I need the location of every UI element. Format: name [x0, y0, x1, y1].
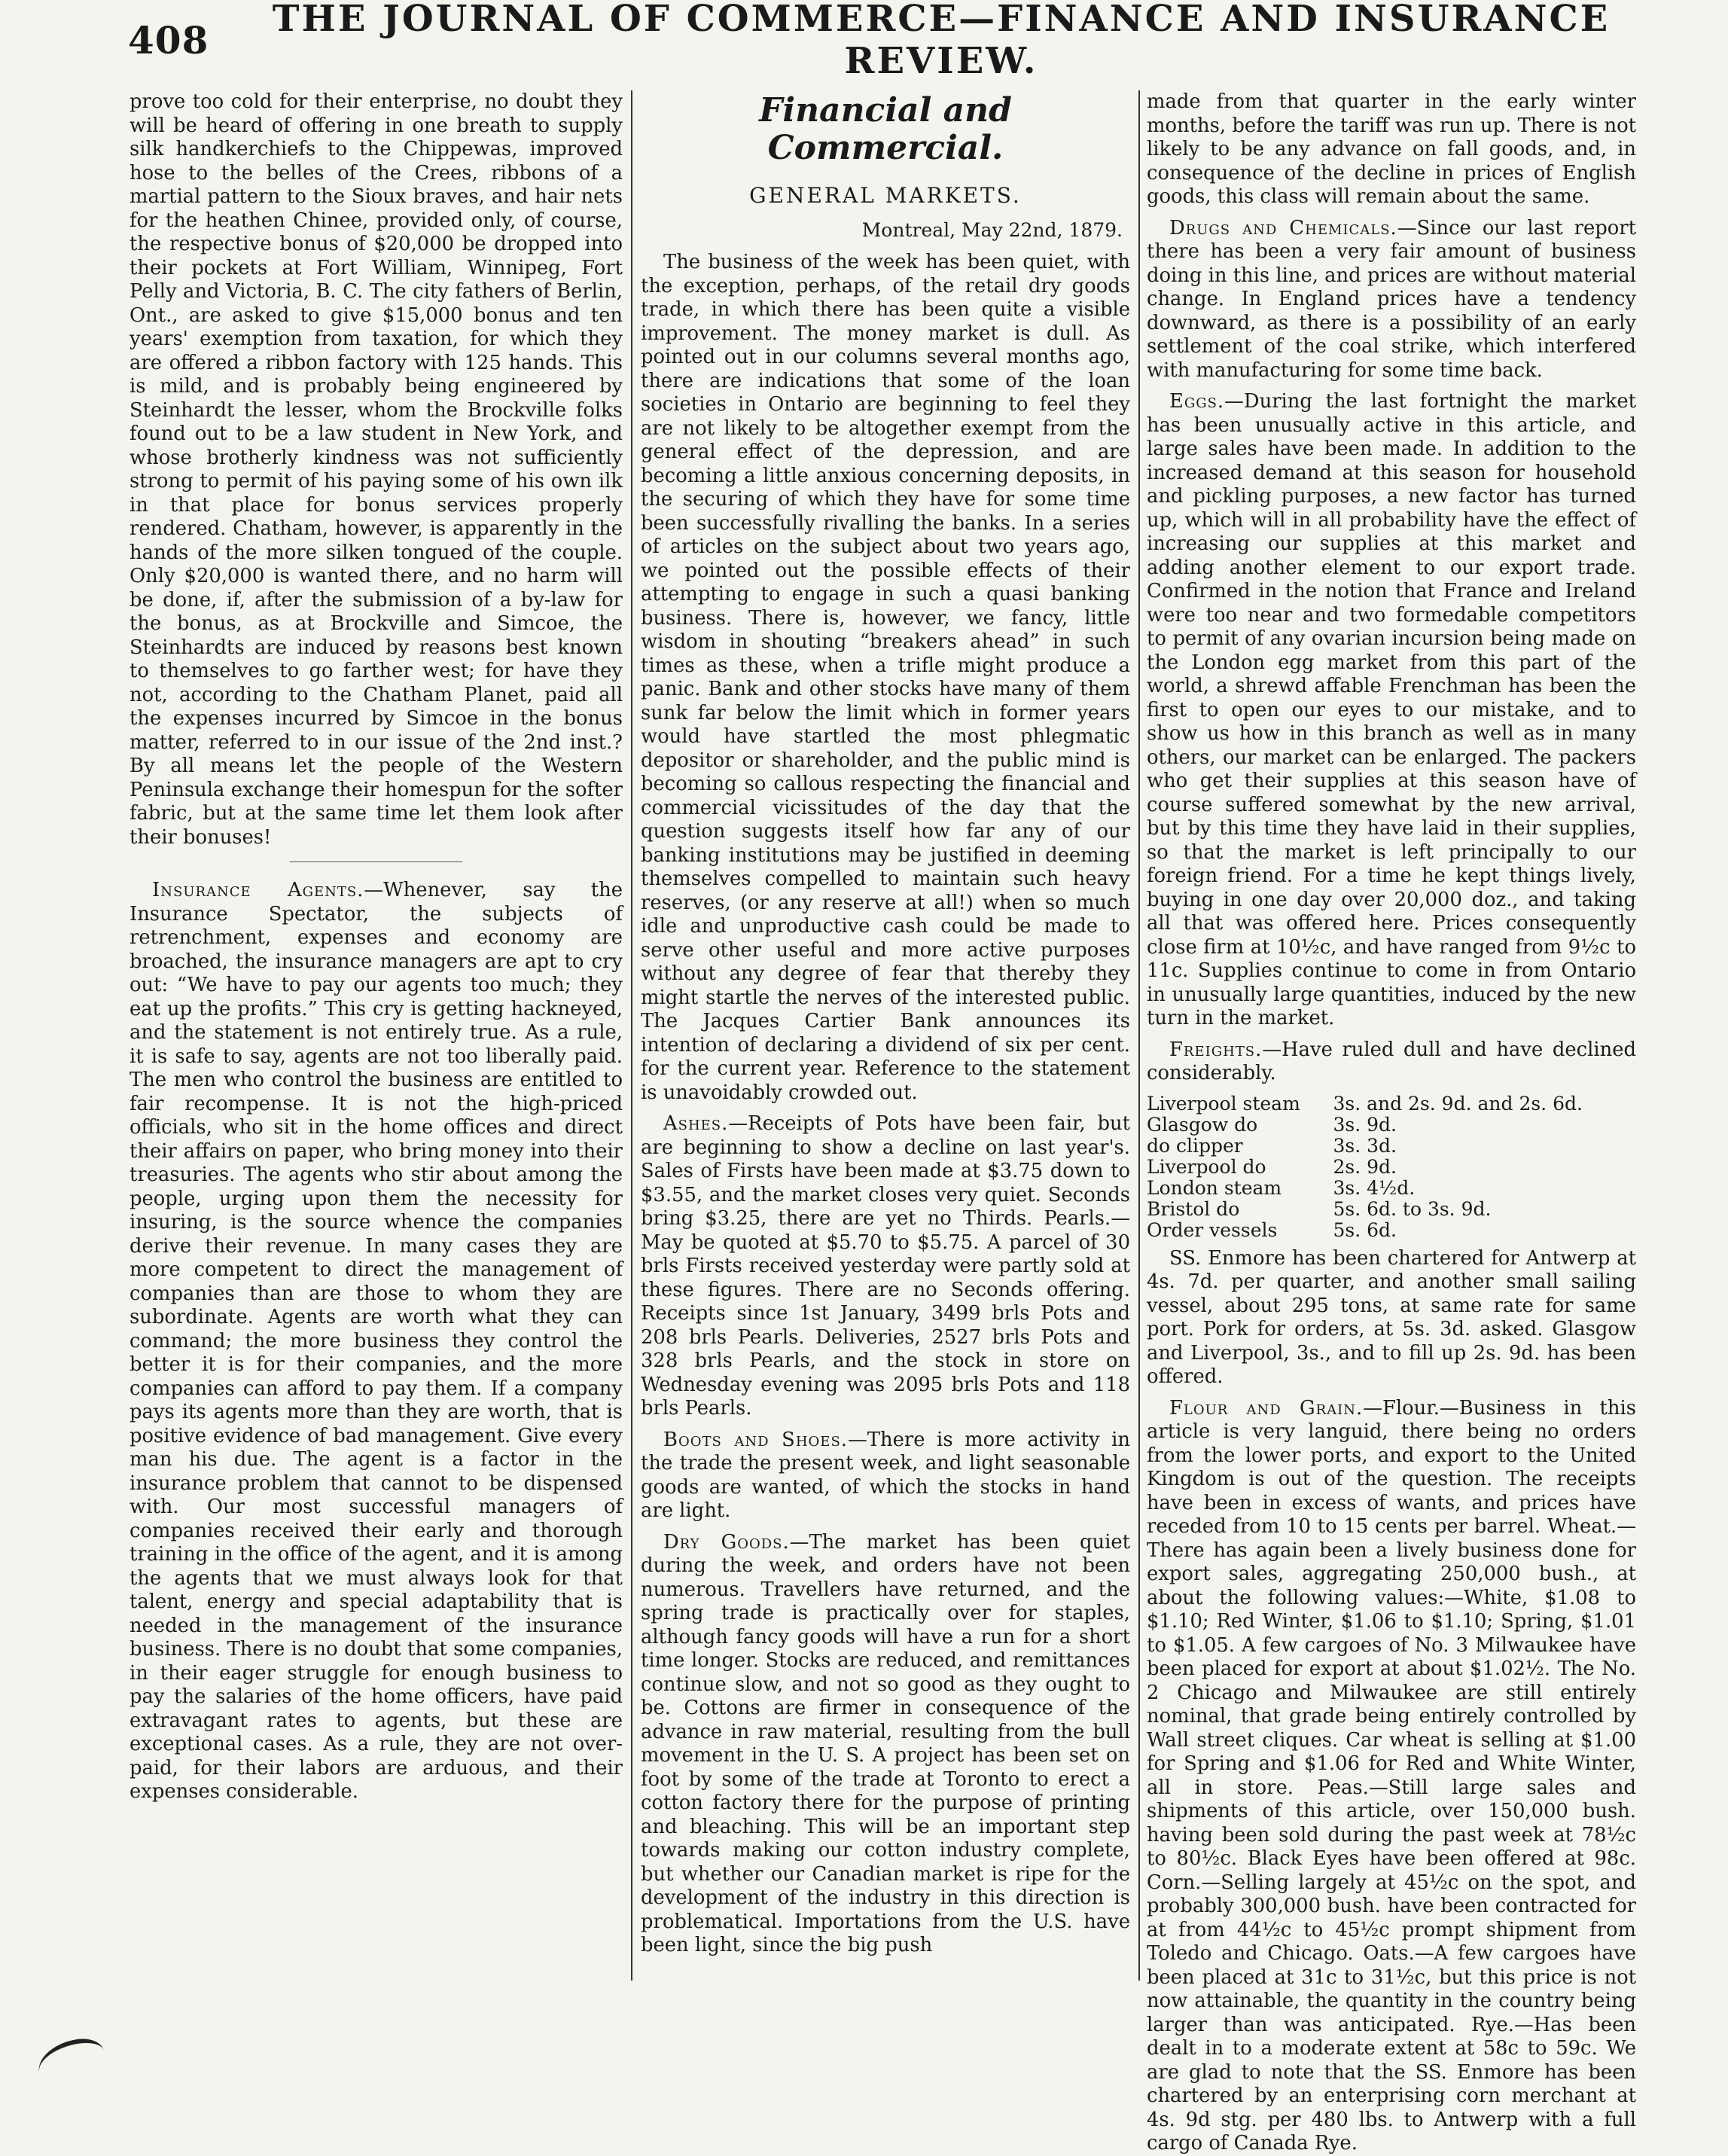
freight-rate: 3s. 9d. — [1333, 1113, 1397, 1136]
freights-report — [1147, 1038, 1636, 1086]
report-body: —Have ruled dull and have declined considerably. — [1147, 1038, 1636, 1084]
column-middle — [641, 90, 1130, 1984]
freight-rate: 5s. 6d. — [1333, 1218, 1397, 1241]
scan-artifact-mark — [34, 2034, 109, 2089]
report-body: —During the last fortnight the market has been unusually active in this article, and large sales have been made. In addition to the increased demand at this season for household and pickling purposes, a new factor has turned up, which will in all probability have the effect of increasing our supplies at this market and adding another element to our export trade. Confirmed in the notion that France and Ireland were too near and two formedable competitors to permit of any ovarian incursion being made on the London egg market from this part of the world, a shrewd affable Frenchman has been the first to open our eyes to our mistake, and to show us how in this branch as well as in many others, our market can be enlarged. The packers who get their supplies at this season have of course suffered somewhat by the new arrival, but by this time they have laid in their supplies, so that the market is left principally to our foreign friend. For a time he kept things lively, buying in one day over 20,000 doz., and taking all that was offered here. Prices consequently close firm at 10½c, and have ranged from 9½c to 11c. Supplies continue to come in from Ontario in unusually large quantities, induced by the new turn in the market. — [1147, 390, 1636, 1029]
page-header — [128, 0, 1664, 82]
report-body: —There is more activity in the trade the present week, and light seasonable goods are wanted, of which the stocks in hand are light. — [641, 1428, 1131, 1522]
market-overview: The business of the week has been quiet, with the exception, perhaps, of the retail dry goods trade, in which there has been quite a visible improvement. The money market is dull. As pointed out in our columns several months ago, there are indications that some of the loan societies in Ontario are beginning to feel they are not likely to be altogether exempt from the general effect of the depression, and are becoming a little anxious concerning deposits, in the securing of which they have for some time been successfully rivalling the banks. In a series of articles on the subject about two years ago, we pointed out the possible effects of their attempting to engage in such a quasi banking business. There is, however, we fancy, little wisdom in shouting “breakers ahead” in such times as these, when a trifle might produce a panic. Bank and other stocks have many of them sunk far below the limit which in former years would have startled the most phlegmatic depositor or shareholder, and the public mind is becoming so callous respecting the financial and commercial vicissitudes of the day that the question suggests itself how far any of our banking institutions may be justified in deeming themselves compelled to maintain such heavy reserves, (or any reserve at all!) when so much idle and unproductive cash could be made to serve other useful and more active purposes without any degree of fear that thereby they might startle the nerves of the interested public. The Jacques Cartier Bank announces its intention of declaring a dividend of six per cent. for the current year. Reference to the statement is unavoidably crowded out. — [641, 251, 1130, 1104]
dry-goods-report — [641, 1531, 1130, 1958]
freight-route: Liverpool do — [1147, 1155, 1266, 1178]
drugs-chemicals-report — [1147, 217, 1636, 383]
freight-route: London steam — [1147, 1176, 1282, 1199]
report-heading: Dry Goods. — [663, 1530, 790, 1554]
column-left — [130, 90, 623, 1984]
table-row — [1147, 1115, 1636, 1136]
dry-goods-continuation: made from that quarter in the early winter months, before the tariff was run up. There is not likely to be any advance on fall goods, and, in consequence of the decline in prices of English goods, this class will remain about the same. — [1147, 90, 1636, 208]
freight-rate: 3s. and 2s. 9d. and 2s. 6d. — [1333, 1092, 1583, 1115]
freight-rate: 3s. 3d. — [1333, 1134, 1397, 1157]
freight-route: Bristol do — [1147, 1197, 1240, 1220]
dateline: Montreal, May 22nd, 1879. — [861, 218, 1123, 241]
section-title: Financial and Commercial. — [759, 91, 1012, 167]
freight-rate: 3s. 4½d. — [1333, 1176, 1416, 1199]
article-heading: Insurance Agents. — [152, 879, 364, 901]
article-separator — [290, 861, 462, 862]
freight-rate: 2s. 9d. — [1333, 1155, 1397, 1178]
ashes-report — [641, 1112, 1130, 1421]
boots-shoes-report — [641, 1429, 1130, 1523]
table-row — [1147, 1220, 1636, 1241]
table-row — [1147, 1178, 1636, 1199]
journal-title: THE JOURNAL OF COMMERCE—FINANCE AND INSURANCE REVIEW. — [272, 0, 1611, 82]
freights-table — [1147, 1093, 1636, 1241]
report-heading: Flour and Grain. — [1169, 1396, 1364, 1420]
article-body: —Whenever, say the Insurance Spectator, the subjects of retrenchment, expenses and economy are broached, the insurance managers are apt to cry out: “We have to pay our agents too much; they eat up the profits.” This cry is getting hackneyed, and the statement is not entirely true. As a rule, it is safe to say, agents are not too liberally paid. The men who control the business are entitled to fair recompense. It is not the high-priced officials, who sit in the home offices and direct their affairs on paper, who bring money into their treasuries. The agents who stir about among the people, urging upon them the necessity for insuring, is the source whence the companies derive their revenue. In many cases they are more competent to direct the management of companies than are those to whom they are subordinate. Agents are worth what they can command; the more business they control the better it is for their companies, and the more companies can afford to pay them. If a company pays its agents more than they are worth, that is positive evidence of bad management. Give every man his due. The agent is a factor in the insurance problem that cannot to be dispensed with. Our most successful managers of companies received their early and thorough training in the office of the agent, and it is among the agents that we must always look for that talent, energy and special adaptability that is needed in the management of the insurance business. There is no doubt that some companies, in their eager struggle for enough business to pay the salaries of the home officers, have paid extravagant rates to agents, but these are exceptional cases. As a rule, they are not over-paid, for their labors are arduous, and their expenses considerable. — [130, 879, 623, 1803]
report-body: —Receipts of Pots have been fair, but are beginning to show a decline on last year's. Sales of Firsts have been made at $3.75 down to $3.55, and the market closes very quiet. Seconds bring $3.25, there are yet no Thirds. Pearls.—May be quoted at $5.70 to $5.75. A parcel of 30 brls Firsts received yesterday were partly sold at these figures. There are no Seconds offering. Receipts since 1st January, 3499 brls Pots and 208 brls Pearls. Deliveries, 2527 brls Pots and 328 brls Pearls, and the stock in store on Wednesday evening was 2095 brls Pots and 118 brls Pearls. — [641, 1112, 1130, 1420]
report-body: —Flour.—Business in this article is very languid, there being no orders from the lower ports, and export to the United Kingdom is out of the question. The receipts have been in excess of wants, and prices have receded from 10 to 15 cents per barrel. Wheat.—There has again been a lively business done for export sales, aggregating 250,000 bush., at about the following values:—White, $1.08 to $1.10; Red Winter, $1.06 to $1.10; Spring, $1.01 to $1.05. A few cargoes of No. 3 Milwaukee have been placed for export at about $1.02½. The No. 2 Chicago and Milwaukee are still entirely nominal, that grade being entirely controlled by Wall street cliques. Car wheat is selling at $1.00 for Spring and $1.06 for Red and White Winter, all in store. Peas.—Still large sales and shipments of this article, over 150,000 bush. having been sold during the past week at 78½c to 80½c. Black Eyes have been offered at 98c. Corn.—Selling largely at 45½c on the spot, and probably 300,000 bush. have been contracted for at from 44½c to 45½c prompt shipment from Toledo and Chicago. Oats.—A few cargoes have been placed at 31c to 31½c, but this price is not now attainable, the quantity in the country being larger than was anticipated. Rye.—Has been dealt in to a moderate extent at 58c to 59c. We are glad to note that the SS. Enmore has been chartered by an enterprising corn merchant at 4s. 9d stg. per 480 lbs. to Antwerp with a full cargo of Canada Rye. — [1147, 1396, 1636, 2154]
markets-subhead: GENERAL MARKETS. — [749, 183, 1022, 208]
eggs-report — [1147, 390, 1636, 1031]
flour-grain-report — [1147, 1397, 1636, 2156]
report-body: —The market has been quiet during the week, and orders have not been numerous. Travellers have returned, and the spring trade is practically over for staples, although fancy goods will have a run for a short time longer. Stocks are reduced, and remittances continue slow, and not so good as they ought to be. Cottons are firmer in consequence of the advance in raw material, resulting from the bull movement in the U. S. A project has been set on foot by some of the trade at Toronto to erect a cotton factory there for the purpose of printing and bleaching. This will be an important step towards making our cotton industry complete, but whether our Canadian market is ripe for the development of the industry in this direction is problematical. Importations from the U.S. have been light, since the big push — [641, 1530, 1130, 1956]
report-heading: Ashes. — [663, 1112, 729, 1135]
column-right — [1147, 90, 1636, 2154]
bonus-article-continuation: prove too cold for their enterprise, no doubt they will be heard of offering in one breath to supply silk handkerchiefs to the Chippewas, improved hose to the belles of the Crees, ribbons of a martial pattern to the Sioux braves, and hair nets for the heathen Chinee, provided only, of course, the respective bonus of $20,000 be dropped into their pockets at Fort William, Winnipeg, Fort Pelly and Victoria, B. C. The city fathers of Berlin, Ont., are asked to give $15,000 bonus and ten years' exemption from taxation, for which they are offered a ribbon factory with 125 hands. This is mild, and is probably being engineered by Steinhardt the lesser, whom the Brockville folks found out to be a law student in New York, and whose brotherly kindness was not sufficiently strong to permit of his paying some of his own ilk in that place for bonus services properly rendered. Chatham, however, is apparently in the hands of the more silken tongued of the couple. Only $20,000 is wanted there, and no harm will be done, if, after the submission of a by-law for the bonus, as at Brockville and Simcoe, the Steinhardts are induced by reasons best known to themselves to go farther west; for have they not, according to the Chatham Planet, paid all the expenses incurred by Simcoe in the bonus matter, referred to in our issue of the 2nd inst.? By all means let the people of the Western Peninsula exchange their homespun for the softer fabric, but at the same time let them look after their bonuses! — [130, 90, 623, 849]
report-heading: Freights. — [1169, 1038, 1263, 1061]
freight-rate: 5s. 6d. to 3s. 9d. — [1333, 1197, 1492, 1220]
report-heading: Eggs. — [1169, 390, 1225, 413]
freight-route: Glasgow do — [1147, 1113, 1258, 1136]
column-divider-left — [631, 90, 632, 1981]
report-body: —Since our last report there has been a very fair amount of business doing in this line, and prices are without material change. In England prices have a tendency downward, as there is a possibility of an early settlement of the coal strike, which interfered with manufacturing for some time back. — [1147, 216, 1636, 382]
freight-route: do clipper — [1147, 1134, 1243, 1157]
freight-route: Liverpool steam — [1147, 1092, 1300, 1115]
table-row — [1147, 1157, 1636, 1178]
table-row — [1147, 1093, 1636, 1115]
table-row — [1147, 1136, 1636, 1157]
insurance-agents-article — [130, 879, 623, 1804]
report-heading: Boots and Shoes. — [663, 1428, 848, 1451]
column-divider-right — [1138, 90, 1140, 1981]
page-number: 408 — [128, 17, 209, 63]
report-heading: Drugs and Chemicals. — [1169, 216, 1397, 239]
charter-note: SS. Enmore has been chartered for Antwerp at 4s. 7d. per quarter, and another small sailing vessel, about 295 tons, at same rate for same port. Pork for orders, at 5s. 3d. asked. Glasgow and Liverpool, 3s., and to fill up 2s. 9d. has been offered. — [1147, 1246, 1636, 1388]
freight-route: Order vessels — [1147, 1218, 1278, 1241]
table-row — [1147, 1199, 1636, 1220]
